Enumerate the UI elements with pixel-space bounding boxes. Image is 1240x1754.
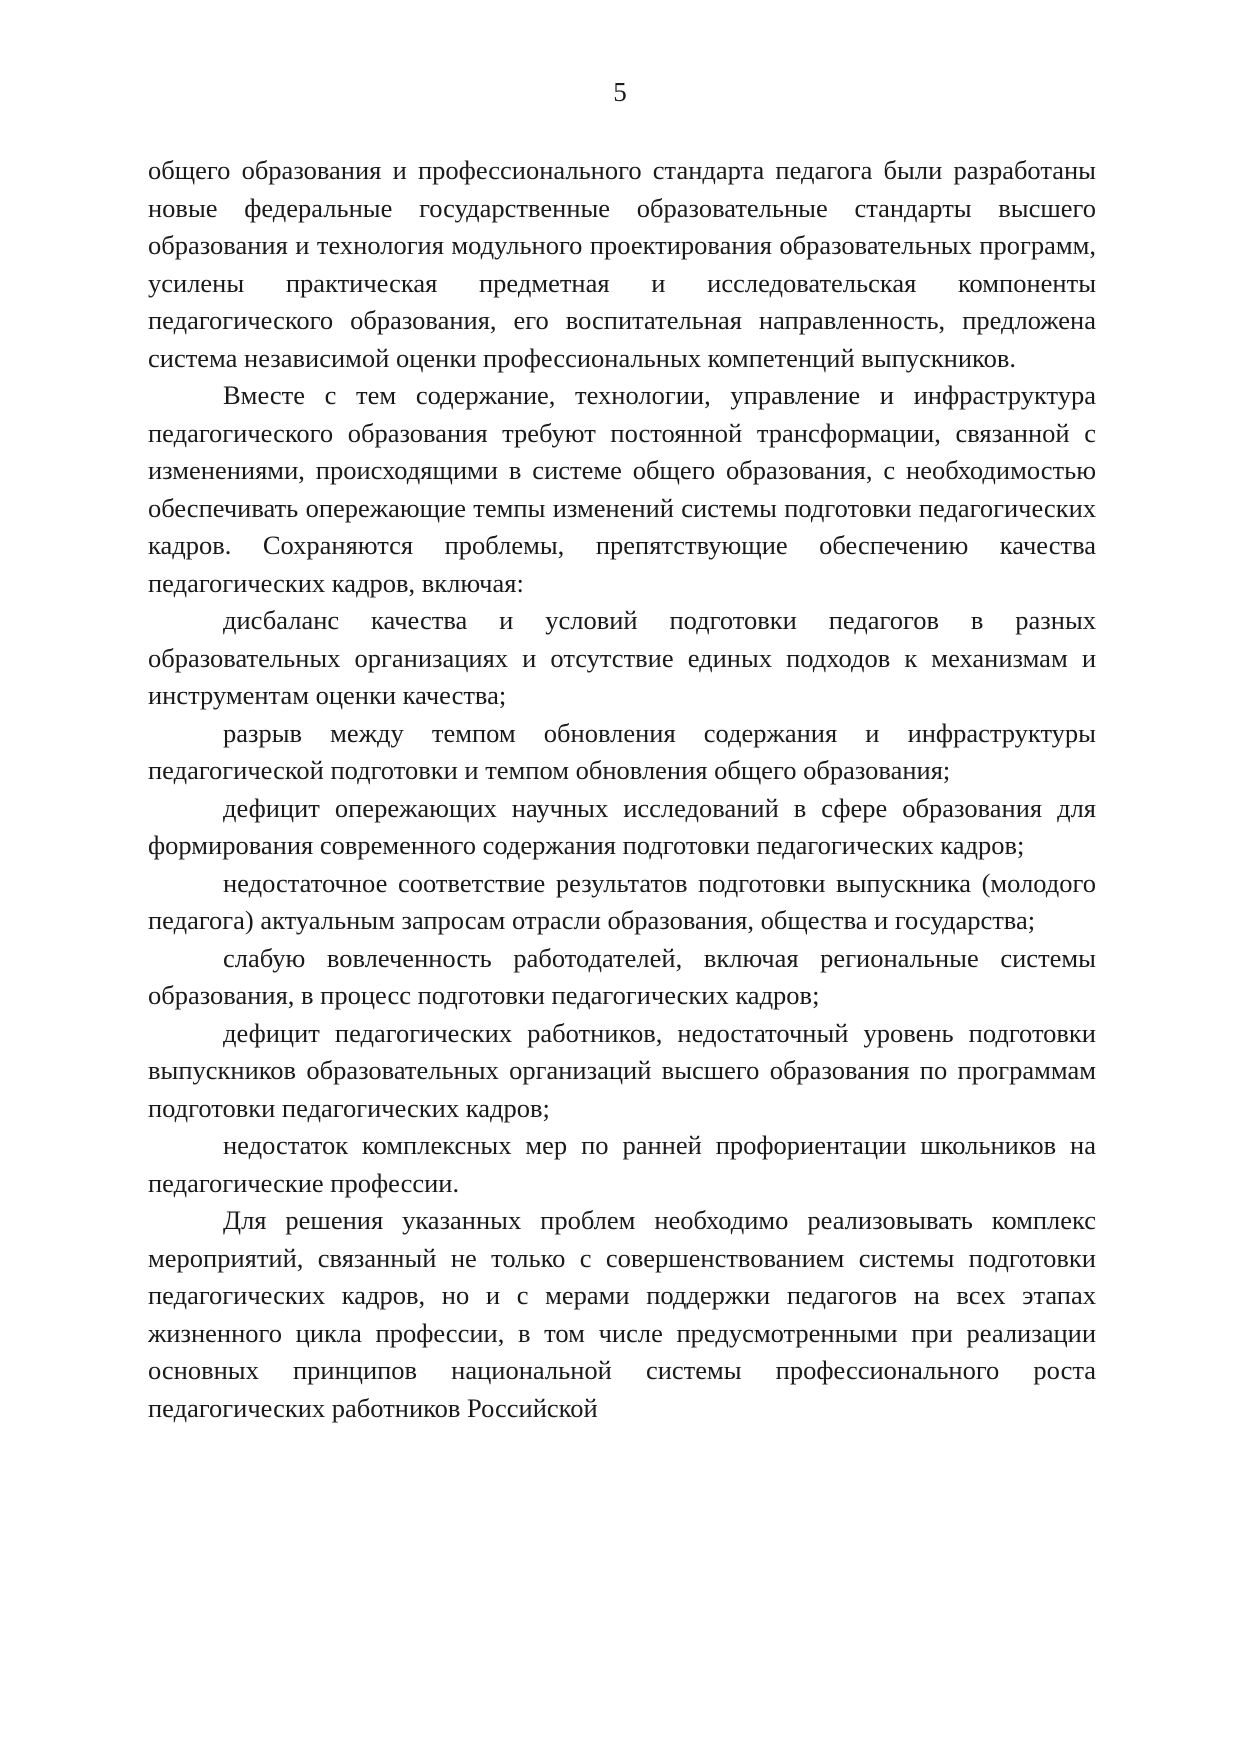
- paragraph-list-item: дефицит опережающих научных исследований в сфере образования для формирования современного содержания подготовки педагогических кадров;: [148, 792, 1096, 860]
- page-number: 5: [613, 77, 627, 107]
- paragraph: общего образования и профессионального стандарта педагога были разработаны новые федеральные государственные образовательные стандарты высшего образования и технология модульного проектирования образовательных программ, усилены практическая предметная и исследовательская компоненты педагогического образования, его воспитательная направленность, предложена система независимой оценки профессиональных компетенций выпускников.: [148, 155, 1096, 373]
- paragraph-list-item: слабую вовлеченность работодателей, включая региональные системы образования, в процесс подготовки педагогических кадров;: [148, 942, 1096, 1010]
- paragraph: Вместе с тем содержание, технологии, управление и инфраструктура педагогического образования требуют постоянной трансформации, связанной с изменениями, происходящими в системе общего образования, с необходимостью обеспечивать опережающие темпы изменений системы подготовки педагогических кадров. Сохраняются проблемы, препятствующие обеспечению качества педагогических кадров, включая:: [148, 380, 1096, 598]
- paragraph-list-item: недостаточное соответствие результатов подготовки выпускника (молодого педагога) актуальным запросам отрасли образования, общества и государства;: [148, 867, 1096, 935]
- paragraph-list-item: дефицит педагогических работников, недостаточный уровень подготовки выпускников образовательных организаций высшего образования по программам подготовки педагогических кадров;: [148, 1017, 1096, 1123]
- paragraph-list-item: разрыв между темпом обновления содержания и инфраструктуры педагогической подготовки и темпом обновления общего образования;: [148, 717, 1096, 785]
- paragraph: Для решения указанных проблем необходимо реализовывать комплекс мероприятий, связанный не только с совершенствованием системы подготовки педагогических кадров, но и с мерами поддержки педагогов на всех этапах жизненного цикла профессии, в том числе предусмотренными при реализации основных принципов национальной системы профессионального роста педагогических работников Российской: [148, 1205, 1096, 1423]
- paragraph-list-item: дисбаланс качества и условий подготовки педагогов в разных образовательных организациях и отсутствие единых подходов к механизмам и инструментам оценки качества;: [148, 605, 1096, 710]
- document-body: [148, 152, 1096, 1427]
- paragraph-list-item: недостаток комплексных мер по ранней профориентации школьников на педагогические профессии.: [148, 1130, 1096, 1198]
